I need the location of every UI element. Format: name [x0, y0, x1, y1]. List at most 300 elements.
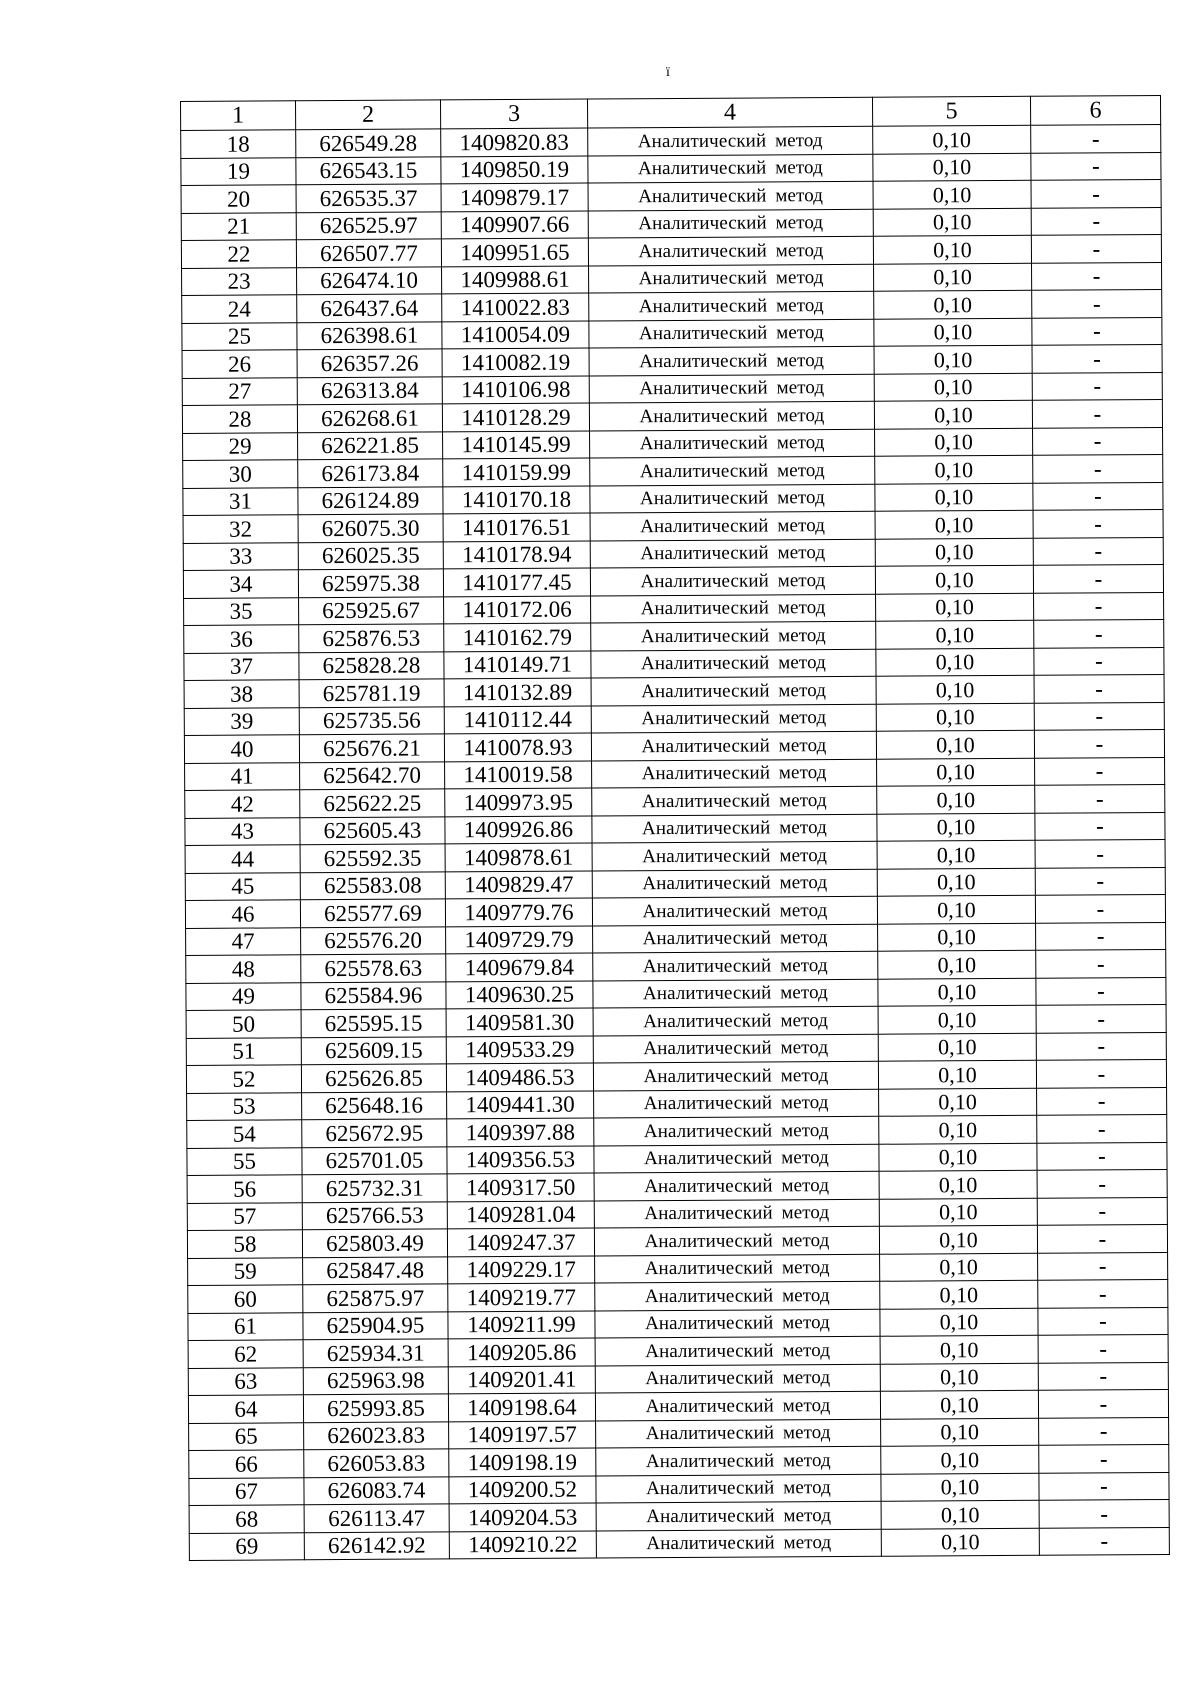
method-cell: Аналитический метод [594, 1171, 879, 1200]
point-number-cell: 44 [185, 845, 300, 873]
x-coordinate-cell: 626173.84 [298, 459, 443, 487]
method-cell: Аналитический метод [589, 319, 874, 348]
method-cell: Аналитический метод [595, 1309, 880, 1338]
accuracy-cell: 0,10 [875, 483, 1033, 511]
note-cell: - [1033, 482, 1163, 510]
y-coordinate-cell: 1409198.64 [448, 1393, 595, 1421]
method-cell: Аналитический метод [590, 456, 875, 485]
method-cell: Аналитический метод [596, 1419, 881, 1448]
method-cell: Аналитический метод [593, 951, 878, 980]
x-coordinate-cell: 625876.53 [299, 624, 444, 652]
accuracy-cell: 0,10 [881, 1445, 1039, 1473]
point-number-cell: 52 [186, 1065, 301, 1093]
method-cell: Аналитический метод [589, 291, 874, 320]
method-cell: Аналитический метод [596, 1529, 881, 1558]
accuracy-cell: 0,10 [874, 400, 1032, 428]
accuracy-cell: 0,10 [879, 1225, 1037, 1253]
y-coordinate-cell: 1409356.53 [447, 1145, 594, 1173]
accuracy-cell: 0,10 [878, 978, 1036, 1006]
note-cell: - [1037, 1114, 1167, 1142]
accuracy-cell: 0,10 [874, 345, 1032, 373]
y-coordinate-cell: 1409281.04 [447, 1200, 594, 1228]
note-cell: - [1033, 455, 1163, 483]
accuracy-cell: 0,10 [880, 1335, 1038, 1363]
point-number-cell: 45 [185, 872, 300, 900]
x-coordinate-cell: 625605.43 [300, 816, 445, 844]
x-coordinate-cell: 625925.67 [299, 596, 444, 624]
x-coordinate-cell: 626474.10 [297, 266, 442, 294]
method-cell: Аналитический метод [593, 1006, 878, 1035]
point-number-cell: 19 [181, 157, 296, 185]
note-cell: - [1032, 290, 1162, 318]
x-coordinate-cell: 625803.49 [302, 1229, 447, 1257]
note-cell: - [1037, 1197, 1167, 1225]
point-number-cell: 33 [183, 542, 298, 570]
x-coordinate-cell: 625701.05 [302, 1146, 447, 1174]
x-coordinate-cell: 625592.35 [300, 844, 445, 872]
point-number-cell: 55 [187, 1147, 302, 1175]
y-coordinate-cell: 1410162.79 [444, 623, 591, 651]
column-header-3: 3 [440, 99, 587, 129]
note-cell: - [1038, 1279, 1168, 1307]
table-row [189, 1527, 1169, 1560]
method-cell: Аналитический метод [589, 374, 874, 403]
note-cell: - [1039, 1499, 1169, 1527]
x-coordinate-cell: 625583.08 [300, 871, 445, 899]
accuracy-cell: 0,10 [881, 1528, 1039, 1556]
point-number-cell: 57 [187, 1202, 302, 1230]
point-number-cell: 59 [188, 1257, 303, 1285]
x-coordinate-cell: 625735.56 [299, 706, 444, 734]
note-cell: - [1035, 757, 1165, 785]
method-cell: Аналитический метод [594, 1089, 879, 1118]
method-cell: Аналитический метод [593, 1034, 878, 1063]
y-coordinate-cell: 1410149.71 [444, 651, 591, 679]
point-number-cell: 36 [184, 625, 299, 653]
method-cell: Аналитический метод [594, 1226, 879, 1255]
accuracy-cell: 0,10 [876, 593, 1034, 621]
y-coordinate-cell: 1410159.99 [443, 458, 590, 486]
accuracy-cell: 0,10 [877, 868, 1035, 896]
x-coordinate-cell: 626313.84 [297, 376, 442, 404]
y-coordinate-cell: 1410019.58 [445, 760, 592, 788]
accuracy-cell: 0,10 [881, 1500, 1039, 1528]
y-coordinate-cell: 1409397.88 [447, 1118, 594, 1146]
y-coordinate-cell: 1409533.29 [446, 1035, 593, 1063]
method-cell: Аналитический метод [590, 429, 875, 458]
point-number-cell: 58 [187, 1230, 302, 1258]
x-coordinate-cell: 625975.38 [298, 569, 443, 597]
method-cell: Аналитический метод [591, 621, 876, 650]
method-cell: Аналитический метод [592, 896, 877, 925]
accuracy-cell: 0,10 [874, 290, 1032, 318]
point-number-cell: 47 [186, 927, 301, 955]
point-number-cell: 25 [182, 322, 297, 350]
note-cell: - [1036, 922, 1166, 950]
x-coordinate-cell: 625576.20 [301, 926, 446, 954]
y-coordinate-cell: 1409878.61 [445, 843, 592, 871]
method-cell: Аналитический метод [595, 1281, 880, 1310]
accuracy-cell: 0,10 [878, 950, 1036, 978]
method-cell: Аналитический метод [591, 594, 876, 623]
note-cell: - [1034, 702, 1164, 730]
note-cell: - [1038, 1389, 1168, 1417]
y-coordinate-cell: 1410178.94 [443, 541, 590, 569]
method-cell: Аналитический метод [589, 346, 874, 375]
accuracy-cell: 0,10 [875, 428, 1033, 456]
method-cell: Аналитический метод [595, 1391, 880, 1420]
x-coordinate-cell: 625934.31 [303, 1339, 448, 1367]
point-number-cell: 54 [187, 1120, 302, 1148]
method-cell: Аналитический метод [592, 841, 877, 870]
method-cell: Аналитический метод [596, 1501, 881, 1530]
table-body [181, 96, 1170, 1561]
accuracy-cell: 0,10 [881, 1473, 1039, 1501]
point-number-cell: 48 [186, 955, 301, 983]
point-number-cell: 69 [189, 1532, 304, 1560]
column-header-2: 2 [296, 100, 441, 130]
y-coordinate-cell: 1410132.89 [444, 678, 591, 706]
point-number-cell: 38 [184, 680, 299, 708]
accuracy-cell: 0,10 [877, 758, 1035, 786]
x-coordinate-cell: 625642.70 [300, 761, 445, 789]
method-cell: Аналитический метод [593, 924, 878, 953]
note-cell: - [1035, 894, 1165, 922]
method-cell: Аналитический метод [588, 181, 873, 210]
point-number-cell: 68 [189, 1505, 304, 1533]
y-coordinate-cell: 1410177.45 [443, 568, 590, 596]
y-coordinate-cell: 1409210.22 [449, 1530, 596, 1558]
note-cell: - [1036, 1004, 1166, 1032]
point-number-cell: 29 [183, 432, 298, 460]
note-cell: - [1038, 1362, 1168, 1390]
y-coordinate-cell: 1409197.57 [449, 1420, 596, 1448]
y-coordinate-cell: 1409211.99 [448, 1310, 595, 1338]
accuracy-cell: 0,10 [876, 730, 1034, 758]
note-cell: - [1031, 235, 1161, 263]
y-coordinate-cell: 1410082.19 [442, 348, 589, 376]
method-cell: Аналитический метод [588, 209, 873, 238]
point-number-cell: 18 [181, 130, 296, 158]
x-coordinate-cell: 625732.31 [302, 1174, 447, 1202]
accuracy-cell: 0,10 [878, 1033, 1036, 1061]
accuracy-cell: 0,10 [880, 1363, 1038, 1391]
y-coordinate-cell: 1409829.47 [445, 870, 592, 898]
accuracy-cell: 0,10 [873, 208, 1031, 236]
point-number-cell: 56 [187, 1175, 302, 1203]
page-mark: ï [666, 65, 670, 80]
accuracy-cell: 0,10 [880, 1390, 1038, 1418]
note-cell: - [1035, 839, 1165, 867]
x-coordinate-cell: 626535.37 [296, 184, 441, 212]
point-number-cell: 53 [187, 1092, 302, 1120]
note-cell: - [1034, 647, 1164, 675]
accuracy-cell: 0,10 [873, 153, 1031, 181]
y-coordinate-cell: 1409879.17 [441, 183, 588, 211]
x-coordinate-cell: 625626.85 [301, 1064, 446, 1092]
note-cell: - [1032, 345, 1162, 373]
method-cell: Аналитический метод [590, 511, 875, 540]
method-cell: Аналитический метод [591, 676, 876, 705]
x-coordinate-cell: 625963.98 [303, 1366, 448, 1394]
y-coordinate-cell: 1410172.06 [444, 596, 591, 624]
point-number-cell: 30 [183, 460, 298, 488]
accuracy-cell: 0,10 [876, 675, 1034, 703]
note-cell: - [1036, 977, 1166, 1005]
accuracy-cell: 0,10 [879, 1115, 1037, 1143]
note-cell: - [1031, 125, 1161, 153]
accuracy-cell: 0,10 [879, 1088, 1037, 1116]
note-cell: - [1039, 1417, 1169, 1445]
method-cell: Аналитический метод [592, 869, 877, 898]
x-coordinate-cell: 626075.30 [298, 514, 443, 542]
method-cell: Аналитический метод [589, 401, 874, 430]
y-coordinate-cell: 1409907.66 [441, 211, 588, 239]
method-cell: Аналитический метод [596, 1474, 881, 1503]
point-number-cell: 43 [185, 817, 300, 845]
y-coordinate-cell: 1409247.37 [447, 1228, 594, 1256]
point-number-cell: 51 [186, 1037, 301, 1065]
accuracy-cell: 0,10 [879, 1198, 1037, 1226]
method-cell: Аналитический метод [590, 484, 875, 513]
x-coordinate-cell: 626053.83 [304, 1449, 449, 1477]
accuracy-cell: 0,10 [874, 263, 1032, 291]
note-cell: - [1036, 949, 1166, 977]
point-number-cell: 50 [186, 1010, 301, 1038]
method-cell: Аналитический метод [591, 731, 876, 760]
accuracy-cell: 0,10 [880, 1280, 1038, 1308]
x-coordinate-cell: 625676.21 [299, 734, 444, 762]
x-coordinate-cell: 625609.15 [301, 1036, 446, 1064]
note-cell: - [1037, 1142, 1167, 1170]
y-coordinate-cell: 1409679.84 [446, 953, 593, 981]
accuracy-cell: 0,10 [876, 620, 1034, 648]
accuracy-cell: 0,10 [880, 1253, 1038, 1281]
point-number-cell: 63 [188, 1367, 303, 1395]
note-cell: - [1036, 1059, 1166, 1087]
accuracy-cell: 0,10 [874, 373, 1032, 401]
method-cell: Аналитический метод [592, 786, 877, 815]
point-number-cell: 31 [183, 487, 298, 515]
x-coordinate-cell: 625584.96 [301, 981, 446, 1009]
point-number-cell: 46 [185, 900, 300, 928]
accuracy-cell: 0,10 [880, 1308, 1038, 1336]
method-cell: Аналитический метод [588, 154, 873, 183]
note-cell: - [1032, 317, 1162, 345]
x-coordinate-cell: 625781.19 [299, 679, 444, 707]
point-number-cell: 35 [184, 597, 299, 625]
note-cell: - [1034, 674, 1164, 702]
x-coordinate-cell: 626357.26 [297, 349, 442, 377]
note-cell: - [1031, 180, 1161, 208]
point-number-cell: 27 [182, 377, 297, 405]
note-cell: - [1035, 812, 1165, 840]
x-coordinate-cell: 625622.25 [300, 789, 445, 817]
point-number-cell: 22 [181, 240, 296, 268]
y-coordinate-cell: 1410128.29 [442, 403, 589, 431]
accuracy-cell: 0,10 [879, 1170, 1037, 1198]
x-coordinate-cell: 626142.92 [304, 1531, 449, 1559]
y-coordinate-cell: 1409973.95 [445, 788, 592, 816]
x-coordinate-cell: 625847.48 [303, 1256, 448, 1284]
x-coordinate-cell: 626507.77 [296, 239, 441, 267]
point-number-cell: 32 [183, 515, 298, 543]
y-coordinate-cell: 1410022.83 [442, 293, 589, 321]
x-coordinate-cell: 626025.35 [298, 541, 443, 569]
method-cell: Аналитический метод [588, 236, 873, 265]
note-cell: - [1037, 1224, 1167, 1252]
x-coordinate-cell: 626268.61 [297, 404, 442, 432]
y-coordinate-cell: 1409581.30 [446, 1008, 593, 1036]
y-coordinate-cell: 1409926.86 [445, 815, 592, 843]
note-cell: - [1039, 1527, 1169, 1555]
accuracy-cell: 0,10 [877, 895, 1035, 923]
point-number-cell: 65 [189, 1422, 304, 1450]
method-cell: Аналитический метод [593, 979, 878, 1008]
column-header-4: 4 [587, 97, 872, 128]
point-number-cell: 41 [185, 762, 300, 790]
y-coordinate-cell: 1409317.50 [447, 1173, 594, 1201]
x-coordinate-cell: 625672.95 [302, 1119, 447, 1147]
note-cell: - [1036, 1032, 1166, 1060]
x-coordinate-cell: 626221.85 [298, 431, 443, 459]
point-number-cell: 39 [184, 707, 299, 735]
column-header-6: 6 [1030, 96, 1160, 126]
accuracy-cell: 0,10 [876, 648, 1034, 676]
method-cell: Аналитический метод [594, 1199, 879, 1228]
method-cell: Аналитический метод [596, 1446, 881, 1475]
note-cell: - [1033, 537, 1163, 565]
method-cell: Аналитический метод [592, 814, 877, 843]
accuracy-cell: 0,10 [879, 1143, 1037, 1171]
accuracy-cell: 0,10 [874, 318, 1032, 346]
method-cell: Аналитический метод [589, 264, 874, 293]
accuracy-cell: 0,10 [875, 565, 1033, 593]
point-number-cell: 66 [189, 1450, 304, 1478]
method-cell: Аналитический метод [593, 1061, 878, 1090]
accuracy-cell: 0,10 [877, 785, 1035, 813]
note-cell: - [1031, 207, 1161, 235]
column-header-1: 1 [181, 101, 296, 131]
note-cell: - [1037, 1087, 1167, 1115]
x-coordinate-cell: 625577.69 [300, 899, 445, 927]
x-coordinate-cell: 625828.28 [299, 651, 444, 679]
y-coordinate-cell: 1410112.44 [444, 705, 591, 733]
method-cell: Аналитический метод [595, 1336, 880, 1365]
coordinates-table [180, 95, 1170, 1561]
method-cell: Аналитический метод [591, 704, 876, 733]
x-coordinate-cell: 626398.61 [297, 321, 442, 349]
note-cell: - [1038, 1334, 1168, 1362]
note-cell: - [1034, 592, 1164, 620]
y-coordinate-cell: 1409779.76 [445, 898, 592, 926]
y-coordinate-cell: 1409951.65 [441, 238, 588, 266]
y-coordinate-cell: 1409205.86 [448, 1338, 595, 1366]
y-coordinate-cell: 1409820.83 [441, 128, 588, 156]
accuracy-cell: 0,10 [877, 840, 1035, 868]
accuracy-cell: 0,10 [875, 455, 1033, 483]
x-coordinate-cell: 626023.83 [304, 1421, 449, 1449]
x-coordinate-cell: 625595.15 [301, 1009, 446, 1037]
x-coordinate-cell: 626083.74 [304, 1476, 449, 1504]
note-cell: - [1033, 510, 1163, 538]
point-number-cell: 20 [181, 185, 296, 213]
accuracy-cell: 0,10 [878, 1005, 1036, 1033]
point-number-cell: 64 [188, 1395, 303, 1423]
point-number-cell: 62 [188, 1340, 303, 1368]
note-cell: - [1035, 784, 1165, 812]
point-number-cell: 67 [189, 1477, 304, 1505]
method-cell: Аналитический метод [595, 1364, 880, 1393]
note-cell: - [1033, 565, 1163, 593]
accuracy-cell: 0,10 [873, 180, 1031, 208]
x-coordinate-cell: 626113.47 [304, 1504, 449, 1532]
method-cell: Аналитический метод [594, 1116, 879, 1145]
note-cell: - [1035, 867, 1165, 895]
point-number-cell: 37 [184, 652, 299, 680]
point-number-cell: 24 [182, 295, 297, 323]
accuracy-cell: 0,10 [875, 538, 1033, 566]
point-number-cell: 21 [181, 212, 296, 240]
note-cell: - [1031, 152, 1161, 180]
point-number-cell: 23 [182, 267, 297, 295]
method-cell: Аналитический метод [595, 1254, 880, 1283]
accuracy-cell: 0,10 [881, 1418, 1039, 1446]
y-coordinate-cell: 1409441.30 [447, 1090, 594, 1118]
x-coordinate-cell: 626543.15 [296, 156, 441, 184]
point-number-cell: 26 [182, 350, 297, 378]
x-coordinate-cell: 626124.89 [298, 486, 443, 514]
method-cell: Аналитический метод [590, 566, 875, 595]
accuracy-cell: 0,10 [878, 923, 1036, 951]
note-cell: - [1032, 372, 1162, 400]
note-cell: - [1039, 1472, 1169, 1500]
y-coordinate-cell: 1409200.52 [449, 1475, 596, 1503]
accuracy-cell: 0,10 [878, 1060, 1036, 1088]
point-number-cell: 40 [184, 735, 299, 763]
y-coordinate-cell: 1409850.19 [441, 156, 588, 184]
y-coordinate-cell: 1409486.53 [446, 1063, 593, 1091]
x-coordinate-cell: 625578.63 [301, 954, 446, 982]
note-cell: - [1034, 729, 1164, 757]
x-coordinate-cell: 626549.28 [296, 129, 441, 157]
point-number-cell: 60 [188, 1285, 303, 1313]
note-cell: - [1038, 1307, 1168, 1335]
y-coordinate-cell: 1409201.41 [448, 1365, 595, 1393]
x-coordinate-cell: 625904.95 [303, 1311, 448, 1339]
y-coordinate-cell: 1409729.79 [446, 925, 593, 953]
y-coordinate-cell: 1410176.51 [443, 513, 590, 541]
x-coordinate-cell: 626437.64 [297, 294, 442, 322]
note-cell: - [1039, 1444, 1169, 1472]
note-cell: - [1032, 262, 1162, 290]
accuracy-cell: 0,10 [877, 813, 1035, 841]
x-coordinate-cell: 625993.85 [303, 1394, 448, 1422]
method-cell: Аналитический метод [592, 759, 877, 788]
note-cell: - [1032, 400, 1162, 428]
y-coordinate-cell: 1409630.25 [446, 980, 593, 1008]
accuracy-cell: 0,10 [875, 510, 1033, 538]
accuracy-cell: 0,10 [876, 703, 1034, 731]
note-cell: - [1034, 620, 1164, 648]
y-coordinate-cell: 1410170.18 [443, 486, 590, 514]
x-coordinate-cell: 625875.97 [303, 1284, 448, 1312]
y-coordinate-cell: 1409198.19 [449, 1448, 596, 1476]
y-coordinate-cell: 1409988.61 [442, 266, 589, 294]
point-number-cell: 28 [182, 405, 297, 433]
point-number-cell: 49 [186, 982, 301, 1010]
y-coordinate-cell: 1409204.53 [449, 1503, 596, 1531]
